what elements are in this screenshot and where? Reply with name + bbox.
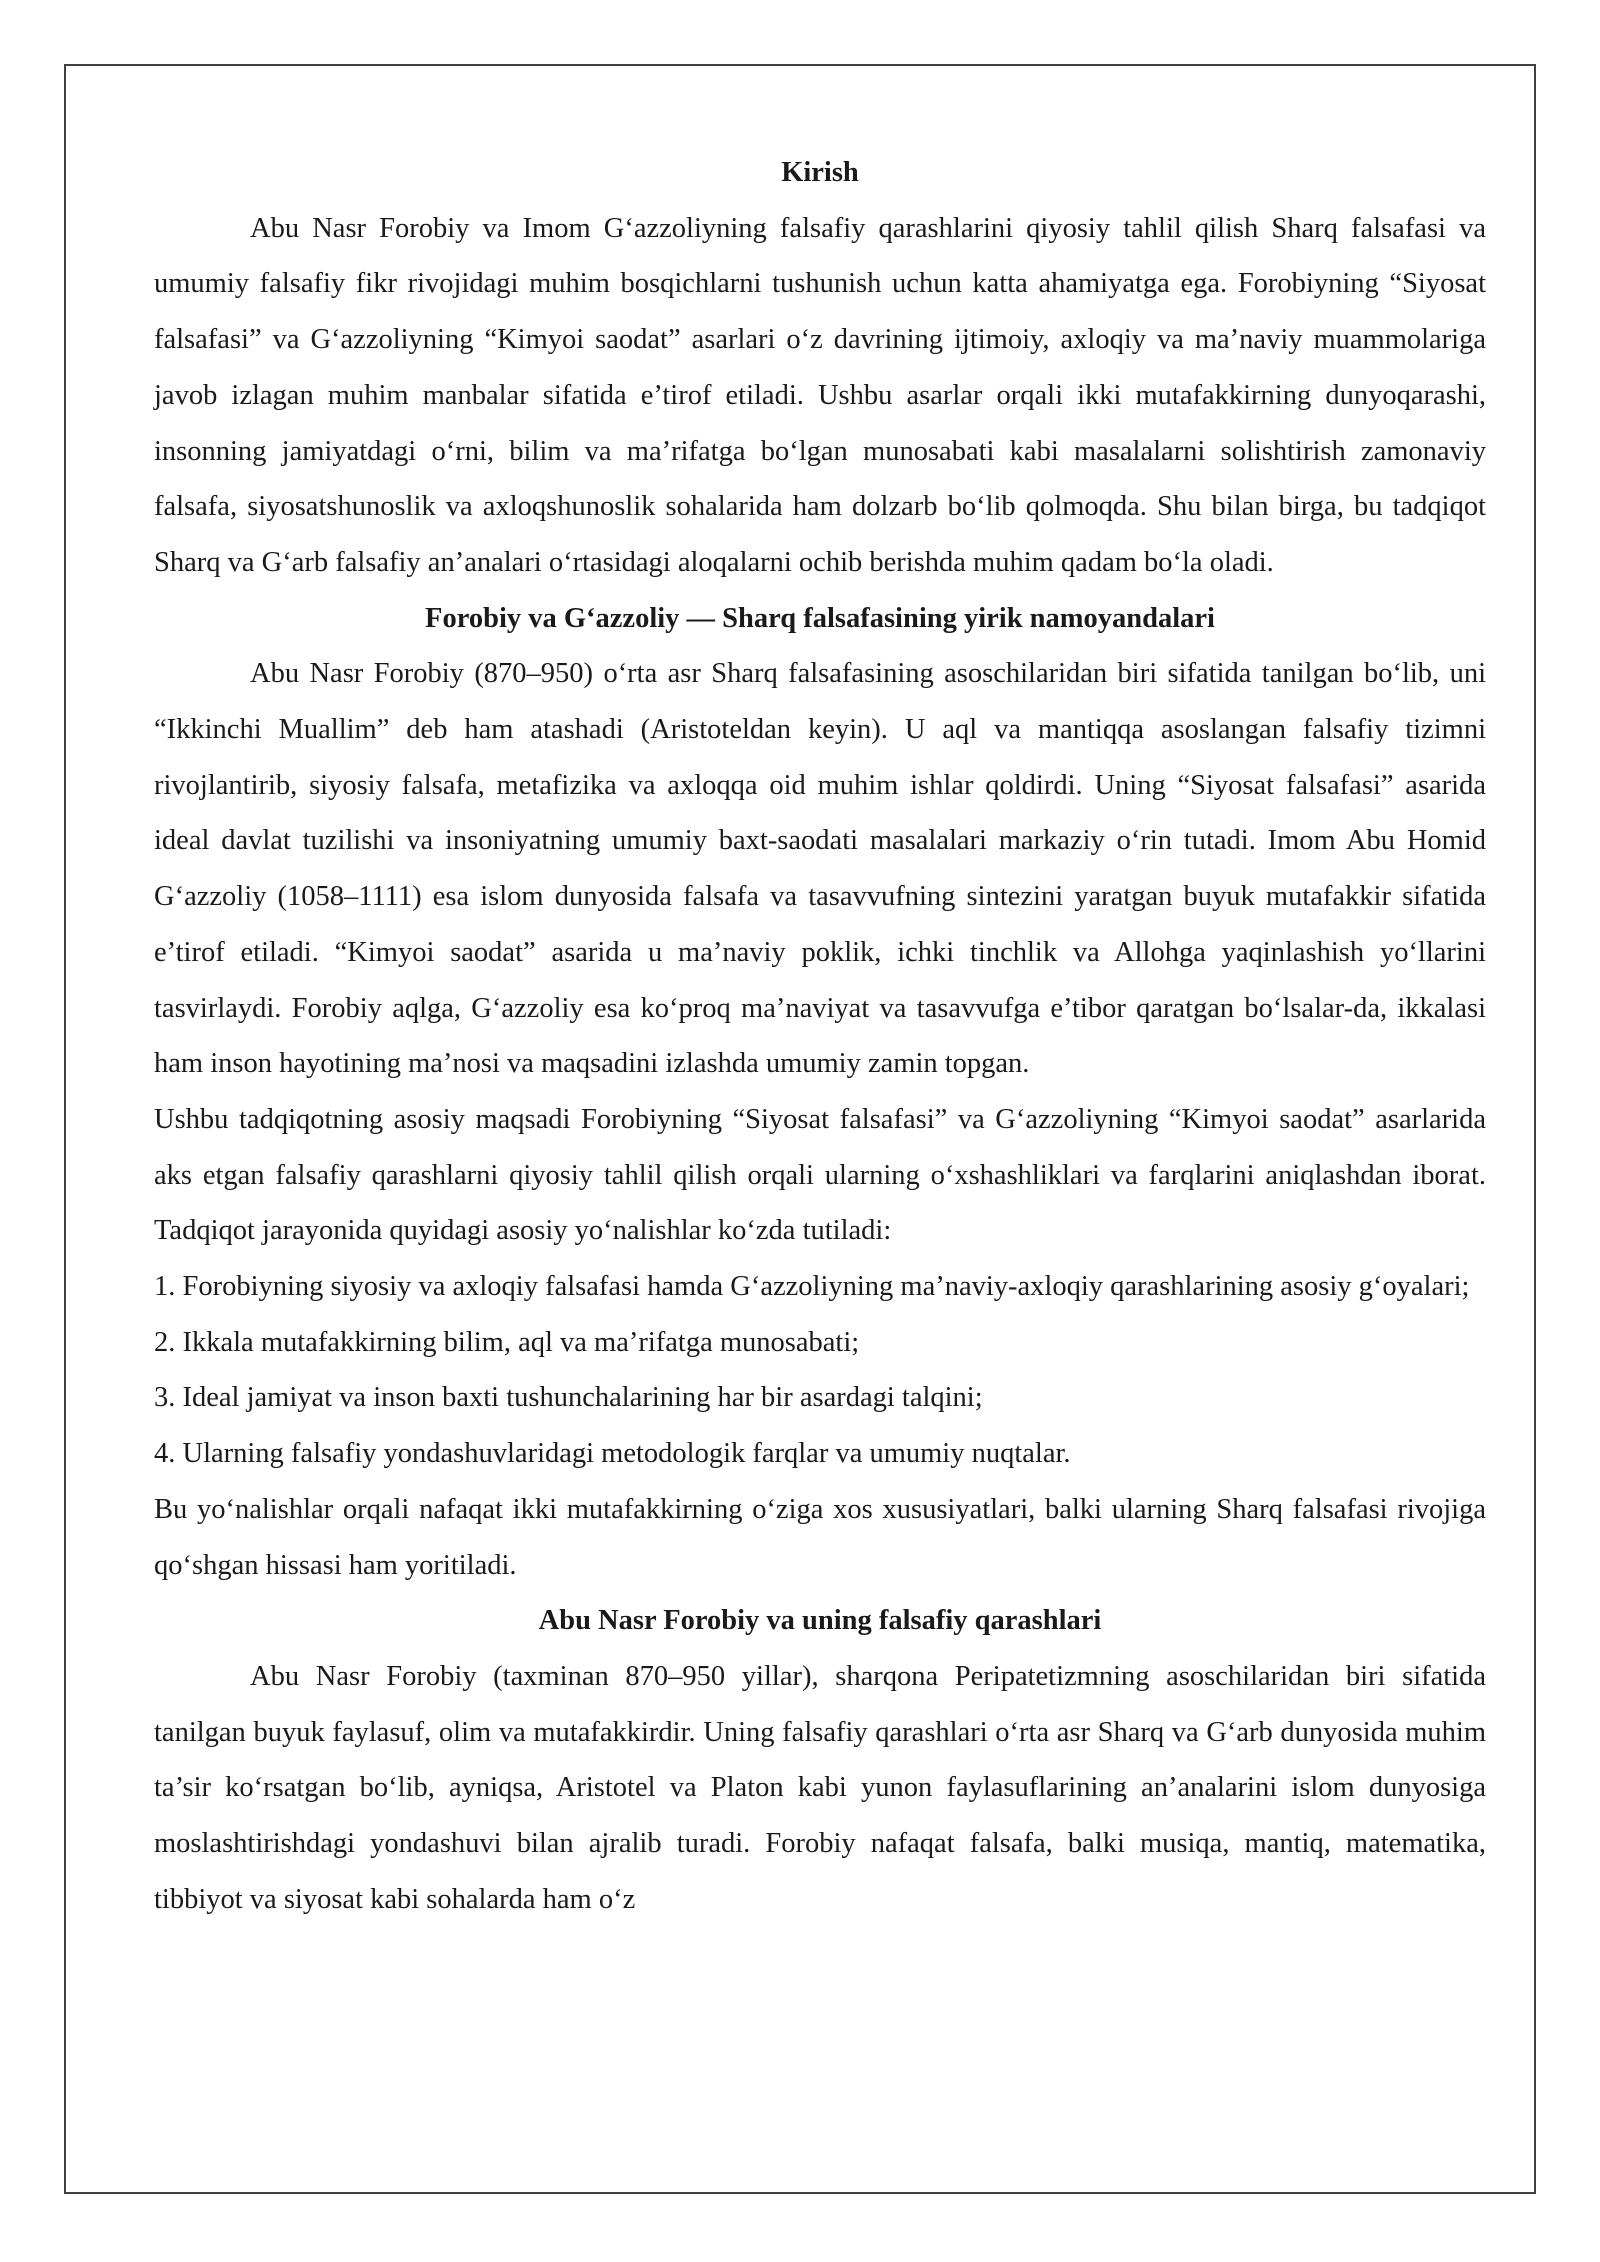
paragraph: Abu Nasr Forobiy (taxminan 870–950 yillar), sharqona Peripatetizmning asoschilaridan biri sifatida tanilgan buyuk faylasuf, olim va mutafakkirdir. Uning falsafiy qarashlari o‘rta asr Sharq va G‘arb dunyosida muhim ta’sir ko‘rsatgan bo‘lib, ayniqsa, Aristotel va Platon kabi yunon faylasuflarining an’analarini islom dunyosiga moslashtirishdagi yondashuvi bilan ajralib turadi. Forobiy nafaqat falsafa, balki musiqa, mantiq, matematika, tibbiyot va siyosat kabi sohalarda ham o‘z	[154, 1660, 1486, 1915]
list-item: 4. Ularning falsafiy yondashuvlaridagi metodologik farqlar va umumiy nuqtalar.	[154, 1438, 1071, 1470]
section-heading-forobiy: Abu Nasr Forobiy va uning falsafiy qarashlari	[538, 1605, 1102, 1637]
paragraph: Ushbu tadqiqotning asosiy maqsadi Forobiyning “Siyosat falsafasi” va G‘azzoliyning “Kimyoi saodat” asarlarida aks etgan falsafiy qarashlarni qiyosiy tahlil qilish orqali ularning o‘xshashliklari va farqlarini aniqlashdan iborat. Tadqiqot jarayonida quyidagi asosiy yo‘nalishlar ko‘zda tutiladi:	[154, 1103, 1486, 1247]
paragraph: Bu yo‘nalishlar orqali nafaqat ikki mutafakkirning o‘ziga xos xususiyatlari, balki ularning Sharq falsafasi rivojiga qo‘shgan hissasi ham yoritiladi.	[154, 1493, 1486, 1581]
list-item: 1. Forobiyning siyosiy va axloqiy falsafasi hamda G‘azzoliyning ma’naviy-axloqiy qarashlarining asosiy g‘oyalari;	[154, 1271, 1470, 1303]
section-heading-introduction: Kirish	[781, 157, 859, 188]
section-heading-thinkers: Forobiy va G‘azzoliy — Sharq falsafasining yirik namoyandalari	[425, 602, 1215, 634]
document-body	[154, 145, 1486, 1928]
paragraph: Abu Nasr Forobiy va Imom G‘azzoliyning falsafiy qarashlarini qiyosiy tahlil qilish Sharq falsafasi va umumiy falsafiy fikr rivojidagi muhim bosqichlarni tushunish uchun katta ahamiyatga ega. Forobiyning “Siyosat falsafasi” va G‘azzoliyning “Kimyoi saodat” asarlari o‘z davrining ijtimoiy, axloqiy va ma’naviy muammolariga javob izlagan muhim manbalar sifatida e’tirof etiladi. Ushbu asarlar orqali ikki mutafakkirning dunyoqarashi, insonning jamiyatdagi o‘rni, bilim va ma’rifatga bo‘lgan munosabati kabi masalalarni solishtirish zamonaviy falsafa, siyosatshunoslik va axloqshunoslik sohalarida ham dolzarb bo‘lib qolmoqda. Shu bilan birga, bu tadqiqot Sharq va G‘arb falsafiy an’analari o‘rtasidagi aloqalarni ochib berishda muhim qadam bo‘la oladi.	[154, 212, 1486, 578]
list-item: 2. Ikkala mutafakkirning bilim, aql va ma’rifatga munosabati;	[154, 1326, 860, 1358]
list-item: 3. Ideal jamiyat va inson baxti tushunchalarining har bir asardagi talqini;	[154, 1382, 983, 1414]
paragraph: Abu Nasr Forobiy (870–950) o‘rta asr Sharq falsafasining asoschilaridan biri sifatida tanilgan bo‘lib, uni “Ikkinchi Muallim” deb ham atashadi (Aristoteldan keyin). U aql va mantiqqa asoslangan falsafiy tizimni rivojlantirib, siyosiy falsafa, metafizika va axloqqa oid muhim ishlar qoldirdi. Uning “Siyosat falsafasi” asarida ideal davlat tuzilishi va insoniyatning umumiy baxt-saodati masalalari markaziy o‘rin tutadi. Imom Abu Homid G‘azzoliy (1058–1111) esa islom dunyosida falsafa va tasavvufning sintezini yaratgan buyuk mutafakkir sifatida e’tirof etiladi. “Kimyoi saodat” asarida u ma’naviy poklik, ichki tinchlik va Allohga yaqinlashish yo‘llarini tasvirlaydi. Forobiy aqlga, G‘azzoliy esa ko‘proq ma’naviyat va tasavvufga e’tibor qaratgan bo‘lsalar-da, ikkalasi ham inson hayotining ma’nosi va maqsadini izlashda umumiy zamin topgan.	[154, 658, 1486, 1080]
